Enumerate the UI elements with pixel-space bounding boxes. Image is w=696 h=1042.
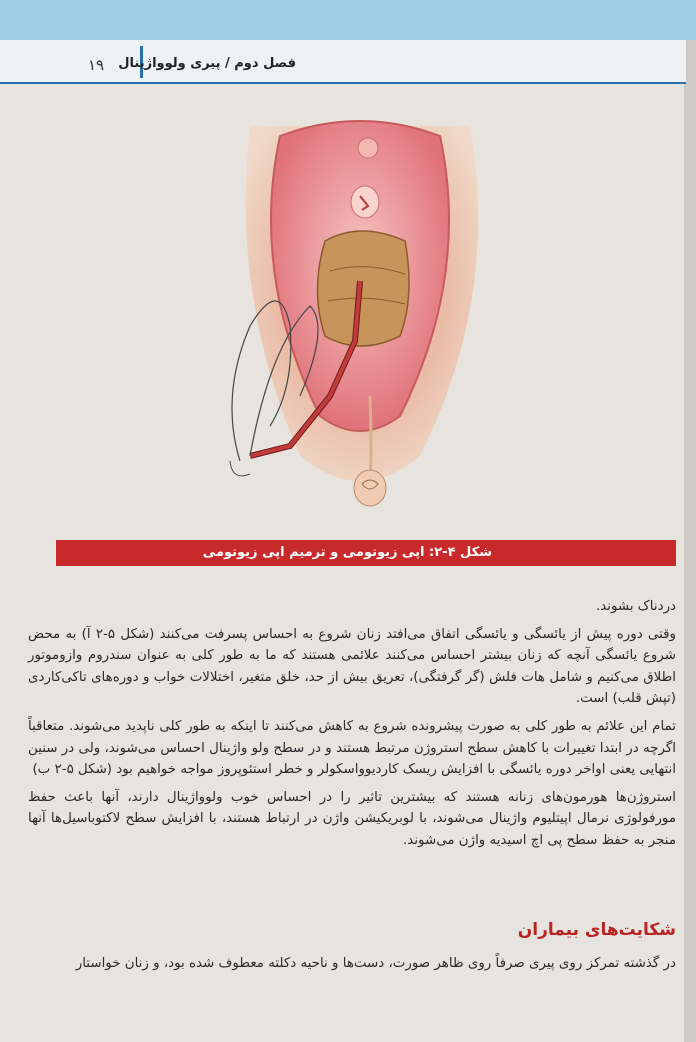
top-color-band xyxy=(0,0,696,40)
page-edge xyxy=(684,40,696,1042)
chapter-title: فصل دوم / پیری ولوواژینال xyxy=(118,56,296,71)
paragraph: تمام این علائم به طور کلی به صورت پیشرونده شروع به کاهش می‌کنند تا اینکه به طور کلی ناپدید می‌شوند. متعاقباً اگرچه در ابتدا تغییرات با کاهش سطح استروژن مرتبط هستند و در سطح ولو واژینال احساس می‌شوند، ولی در سنین انتهایی یعنی اواخر دوره یائسگی با افزایش ریسک کاردیوواسکولر و خطر استئوپروز مواجه خواهیم بود (شکل ۵-۲ ب) xyxy=(28,718,676,778)
figure-caption-bar xyxy=(56,540,676,566)
episiotomy-illustration xyxy=(210,96,510,516)
figure-caption: شکل ۴-۲: اپی زیوتومی و ترمیم اپی زیوتومی xyxy=(202,545,492,560)
paragraph: دردناک بشوند. xyxy=(595,599,676,614)
body-text xyxy=(28,596,676,858)
paragraph: استروژن‌ها هورمون‌های زنانه هستند که بیشترین تاثیر را در احساس خوب ولوواژینال دارند، آنها باعث حفظ مورفولوژی نرمال اپیتلیوم واژینال می‌شوند، با لوبریکیشن واژن در ارتباط هستند، با افزایش سطح لاکتوباسیل‌ها آنها منجر به حفظ سطح پی اچ اسیدیه واژن می‌شوند. xyxy=(28,789,676,848)
page-header xyxy=(0,40,686,84)
section-first-line: در گذشته تمرکز روی پیری صرفاً روی ظاهر صورت، دست‌ها و ناحیه دکلته معطوف شده بود، و زنان خواستار xyxy=(75,956,676,971)
paragraph: وقتی دوره پیش از یائسگی و یائسگی اتفاق می‌افتد زنان شروع به احساس پسرفت می‌کنند (شکل ۵-۲ آ) به محض شروع یائسگی آنچه که زنان بیشتر احساس می‌کنند علائمی هستند که ما به طور کلی به عنوان سندروم وازوموتور اطلاق می‌کنیم و شامل هات فلش (گر گرفتگی)، تعریق بیش از حد، خلق متغیر، اختلالات خواب و دوره‌های تاکی‌کاردی (تپش قلب) است. xyxy=(28,626,676,707)
page-number: ۱۹ xyxy=(88,56,105,74)
section-heading: شکایت‌های بیماران xyxy=(517,920,676,940)
